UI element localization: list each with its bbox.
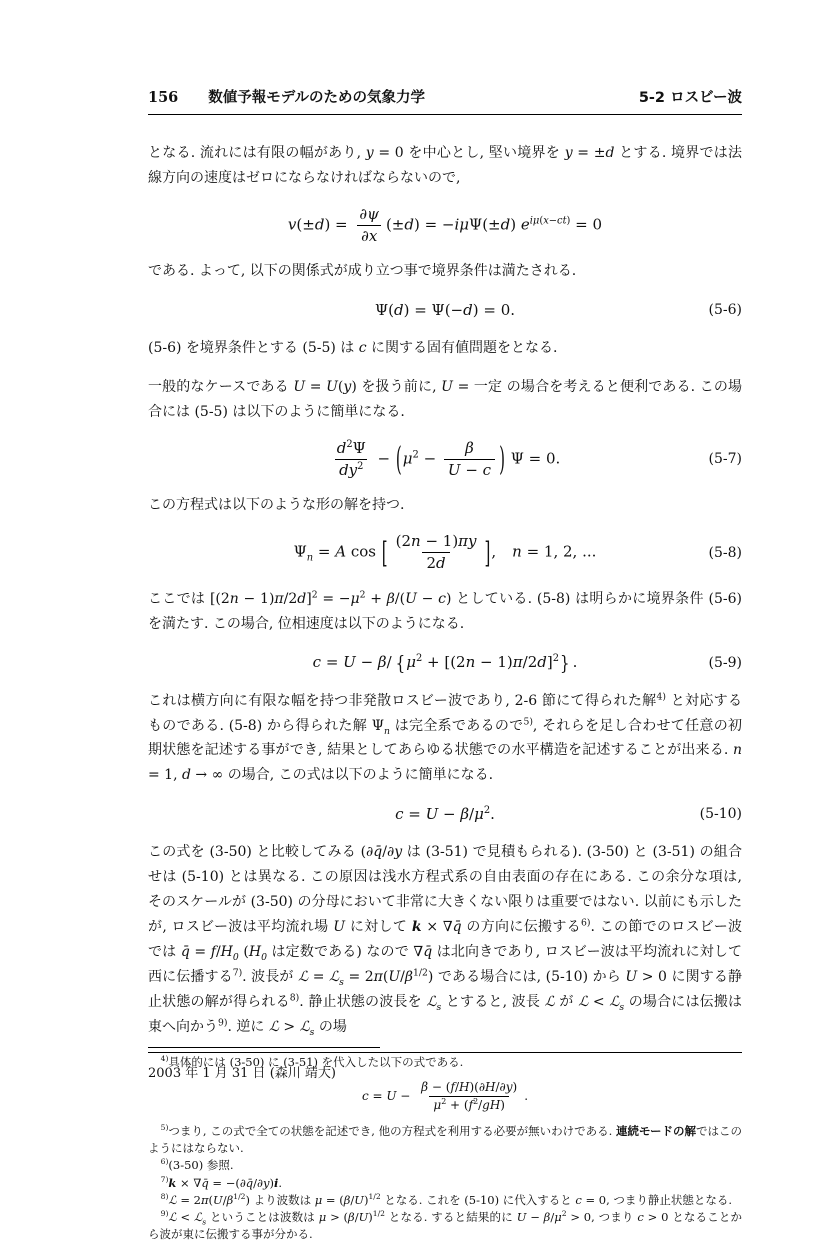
text-run: ) である場合には, (5-10) から — [427, 968, 626, 985]
text-run: である. よって, 以下の関係式が成り立つ事で境界条件は満たされる. — [148, 263, 577, 280]
text-run: = ± — [572, 145, 606, 161]
footnote-marker: 4) — [160, 1053, 169, 1063]
text-run: d — [297, 590, 307, 607]
text-run: ℒ — [168, 1210, 177, 1225]
text-run: (5-6) を境界条件とする (5-5) は — [148, 340, 359, 357]
footnote-marker: 6) — [580, 917, 591, 929]
text-run: = ( — [322, 1192, 344, 1207]
text-run: = − — [317, 590, 351, 607]
text-run: となる. これを (5-10) に代入すると — [380, 1192, 576, 1207]
text-run: s — [619, 1001, 625, 1013]
footnote — [148, 1175, 742, 1192]
text-run: c — [438, 590, 446, 607]
text-run: に対して — [345, 919, 412, 935]
text-run: の場合には伝搬は東へ向かう — [148, 993, 742, 1035]
display-equation — [148, 297, 742, 323]
text-run: U — [354, 1192, 364, 1207]
text-run: y — [365, 145, 374, 161]
text-run: と対応するものである. (5-8) から得られた解 Ψ — [148, 692, 742, 734]
text-run: → ∞ の場合, この式は以下のように簡単になる. — [190, 767, 494, 784]
text-run: . 静止状態の波長を — [299, 993, 427, 1010]
header-left — [148, 86, 425, 107]
text-run: > ( — [326, 1210, 349, 1225]
text-run: / — [382, 844, 387, 861]
equation-number: (5-9) — [708, 654, 742, 671]
text-run: = 0 を中心とし, 堅い境界を — [373, 145, 565, 161]
text-run: (3-50) 参照. — [168, 1158, 234, 1173]
text-run: μ — [554, 1210, 562, 1225]
text-run: ∂y — [257, 1175, 270, 1190]
text-run: が — [554, 993, 579, 1010]
footnote-marker: 8) — [289, 992, 300, 1004]
text-run: / — [400, 968, 405, 985]
footnote — [148, 1157, 742, 1174]
footnote-marker: 7) — [232, 967, 243, 979]
text-run: U — [358, 1210, 369, 1225]
text-run: c — [358, 340, 367, 357]
text-run: ℒ — [578, 993, 589, 1010]
equation-body: v(±d) = $\frac{\partial\psi}{\partial x}$ (±d) = −iμΨ(±d) $e^{i\mu(x-ct)} = 0$ — [287, 204, 603, 245]
text-run: ∂q̄ — [366, 844, 383, 861]
footnote-marker: 1/2 — [372, 1209, 385, 1219]
text-run: β — [348, 1210, 355, 1225]
footnote-marker: 7) — [160, 1174, 169, 1184]
text-run: / — [253, 1175, 258, 1190]
text-run: β — [343, 1192, 351, 1207]
footnote-marker: 1/2 — [412, 967, 428, 979]
paragraph — [148, 587, 742, 637]
big-delimiter: [ — [381, 535, 388, 570]
text-run: i — [273, 1175, 279, 1190]
text-run: = — [189, 943, 211, 960]
text-run: は北向きであり, ロスビー波は平均流れに対して西に伝播する — [148, 943, 743, 985]
text-run: . 逆に — [227, 1018, 269, 1035]
text-run: ) — [368, 1210, 373, 1225]
equation-number: (5-7) — [708, 451, 742, 468]
text-run: > 0, つまり — [566, 1210, 638, 1225]
text-run: ) より波数は — [245, 1192, 315, 1207]
text-run: q̄ — [180, 943, 190, 960]
text-run: f — [210, 943, 216, 960]
text-run: > — [278, 1018, 300, 1035]
text-run: 一般的なケースである — [148, 379, 294, 396]
text-run: U — [388, 968, 401, 985]
equation-body: c = U − β/ $\{\mu^2 + [(2n - 1)\pi/2d]^2\}$ . — [312, 651, 578, 675]
paragraph — [148, 141, 742, 191]
text-run: は (3-51) で見積もられる). (3-50) と (3-51) の組合せは (5-10) とは異なる. この原因は浅水方程式系の自由表面の存在にある. この余分な項は, そのスケールが (3-50) の分母において非常に大きくない限りは重要ではない. 以前にも示したが, ロスビー波は平均流れ場 — [148, 844, 742, 935]
text-run: ℒ — [329, 968, 340, 985]
text-run: ( — [382, 968, 389, 985]
text-run: s — [339, 976, 344, 988]
text-run: H — [220, 943, 233, 960]
text-run: / — [222, 1192, 227, 1207]
text-run: β — [386, 590, 395, 607]
footnote-marker: 5) — [523, 715, 533, 727]
text-run: k — [411, 919, 422, 935]
text-run: ( — [238, 943, 249, 960]
text-run: これは横方向に有限な幅を持つ非発散ロスビー波であり, 2-6 節にて得られた解 — [148, 692, 657, 709]
equation-number: (5-6) — [708, 302, 742, 319]
text-run: ℒ — [194, 1210, 203, 1225]
equation-body: $c = U - \beta/\mu^2$. — [395, 805, 495, 824]
text-run: n — [384, 725, 390, 737]
text-run: U — [326, 379, 338, 396]
text-run: × ∇ — [421, 919, 453, 935]
text-run: k — [168, 1175, 177, 1190]
text-run: / — [354, 1210, 359, 1225]
text-run: q̄ — [423, 943, 433, 960]
display-equation — [148, 801, 742, 827]
text-run: β — [404, 968, 413, 985]
book-title: 数値予報モデルのための気象力学 — [208, 90, 426, 106]
text-run: 連続モードの解 — [615, 1123, 696, 1138]
text-run: π — [274, 590, 284, 607]
text-run: π — [200, 1192, 209, 1207]
text-run: U — [405, 590, 417, 607]
text-run: / — [350, 1192, 355, 1207]
text-run: は定数である) なので ∇ — [266, 943, 424, 960]
text-run: /2 — [283, 590, 298, 607]
text-run: β — [543, 1210, 551, 1225]
text-run: は完全系であるので — [389, 717, 524, 734]
text-run: q̄ — [201, 1175, 209, 1190]
equation-body: c = U − $\frac{\beta - (f/H)(\partial H/\partial y)}{\mu^2 + (f^2/gH)}$ . — [361, 1079, 529, 1112]
display-equation — [148, 204, 742, 247]
text-run: , それらを足し合わせて任意の初期状態を記述する事ができ, 結果としてあらゆる状態での水平構造を記述することが出来る. — [148, 717, 743, 759]
text-run: = 2 — [343, 968, 374, 985]
text-run: U — [293, 379, 306, 396]
text-run: ℒ — [544, 993, 555, 1010]
text-run: y — [564, 145, 573, 161]
big-delimiter: { — [395, 651, 406, 675]
text-run: つまり, この式で全ての状態を記述でき, 他の方程式を利用する必要が無いわけである. — [168, 1123, 616, 1138]
big-delimiter: ) — [499, 439, 505, 479]
text-run: d — [182, 767, 191, 784]
text-run: とする. 境界では法線方向の速度はゼロにならなければならないので, — [148, 145, 742, 186]
footnote-marker: 1/2 — [233, 1191, 246, 1201]
page-number: 156 — [148, 89, 179, 106]
text-run: H — [248, 943, 262, 960]
text-run: c — [637, 1210, 644, 1225]
footnote-marker: 9) — [218, 1016, 228, 1028]
text-run: とすると, 波長 — [441, 993, 545, 1010]
text-run: ∂q̄ — [239, 1175, 254, 1190]
text-run: > 0 となることから波が東に伝搬する事が分かる. — [148, 1210, 743, 1242]
text-run: = 1, — [148, 767, 182, 784]
fraction: $\frac{\beta - (f/H)(\partial H/\partial y)}{\mu^2 + (f^2/gH)}$ — [421, 1079, 518, 1112]
text-run: μ — [350, 590, 360, 607]
paragraph — [148, 840, 742, 1039]
footnote-rule — [148, 1047, 380, 1048]
text-run: この式を (3-50) と比較してみる ( — [148, 844, 367, 861]
paragraph — [148, 259, 742, 284]
text-run: = — [305, 379, 327, 396]
text-run: = 一定 の場合を考えると便利である. この場合には (5-5) は以下のように簡単になる. — [148, 379, 743, 421]
text-run: となる. 流れには有限の幅があり, — [148, 145, 366, 161]
footnote — [148, 1192, 742, 1209]
text-run: μ — [314, 1192, 323, 1207]
equation-number: (5-8) — [708, 544, 742, 561]
text-run: ではこのようにはならない. — [148, 1123, 743, 1156]
text-run: U — [213, 1192, 223, 1207]
text-run: ℒ — [298, 968, 309, 985]
text-run: に関する固有値問題をとなる. — [366, 340, 558, 357]
footnote — [148, 1123, 742, 1158]
display-equation — [148, 438, 742, 481]
text-run: ) としている. (5-8) は明らかに境界条件 (5-6) を満たす. この場合, 位相速度は以下のようになる. — [148, 590, 742, 632]
text-run: となる. すると結果的に — [384, 1210, 517, 1225]
text-run: の場 — [314, 1018, 347, 1035]
text-run: s — [436, 1001, 442, 1013]
equation-number: (5-10) — [699, 806, 742, 823]
text-run: y — [343, 379, 352, 396]
text-run: ) を扱う前に, — [351, 379, 442, 396]
section-title: 5-2 ロスビー波 — [638, 90, 742, 106]
footnote-marker: 1/2 — [368, 1191, 381, 1201]
text-run: ] — [306, 590, 312, 607]
footnote-marker: 2 — [311, 589, 318, 601]
text-run: > 0 に関する静止状態の解が得られる — [148, 968, 742, 1010]
text-run: . — [278, 1175, 282, 1190]
text-run: + — [365, 590, 387, 607]
big-delimiter: ( — [395, 439, 402, 479]
text-run: ) — [363, 1192, 369, 1207]
display-equation — [148, 1079, 742, 1114]
footnote-marker: 9) — [160, 1209, 169, 1219]
text-run: = — [308, 968, 330, 985]
text-run: ℒ — [268, 1018, 279, 1035]
text-run: β — [226, 1192, 234, 1207]
footnote-marker: 5) — [160, 1122, 169, 1132]
footnote-marker: 6) — [160, 1157, 169, 1167]
text-run: × ∇ — [176, 1175, 202, 1190]
display-equation — [148, 650, 742, 676]
date-author: 2003 年 1 月 31 日 (森川 靖大) — [148, 1066, 336, 1081]
text-run: 具体的には (3-50) に (3-51) を代入した以下の式である. — [168, 1054, 464, 1069]
text-run: d — [605, 145, 615, 161]
text-run: . この節でのロスビー波では — [148, 919, 743, 960]
paragraph — [148, 336, 742, 361]
text-run: ℒ — [426, 993, 437, 1010]
text-run: /( — [394, 590, 406, 607]
paragraph — [148, 493, 742, 518]
text-run: < — [176, 1210, 194, 1225]
text-run: この方程式は以下のような形の解を持つ. — [148, 497, 405, 514]
footnote-marker: 2 — [359, 589, 366, 601]
text-run: − — [416, 590, 439, 607]
text-run: の方向に伝搬する — [461, 919, 581, 935]
text-run: s — [309, 1026, 315, 1038]
text-run: / — [215, 943, 221, 960]
footnote-marker: 2 — [561, 1209, 567, 1219]
paragraph — [148, 375, 742, 425]
text-run: ということは波数は — [206, 1210, 319, 1225]
text-run: ( — [337, 379, 344, 396]
footnote-marker: 8) — [160, 1191, 169, 1201]
text-run: n — [732, 742, 742, 759]
text-run: c — [575, 1192, 582, 1207]
text-run: − 1) — [238, 590, 275, 607]
text-run: n — [229, 590, 239, 607]
text-run: ) — [269, 1175, 274, 1190]
text-run: − — [526, 1210, 544, 1225]
display-equation — [148, 531, 742, 574]
text-run: ℒ — [168, 1192, 177, 1207]
text-run: 0 — [232, 951, 239, 963]
text-run: U — [625, 968, 638, 985]
text-run: ℒ — [609, 993, 620, 1010]
fraction: $\frac{\partial\psi}{\partial x}$ — [355, 204, 383, 247]
text-run: = −( — [208, 1175, 240, 1190]
text-run: ここでは [(2 — [148, 590, 230, 607]
text-run: = 2 — [176, 1192, 201, 1207]
text-run: μ — [318, 1210, 327, 1225]
big-delimiter: ] — [484, 535, 491, 570]
fraction: $\frac{\beta}{U - c}$ — [444, 438, 495, 481]
text-run: = 0, つまり静止状態となる. — [581, 1192, 733, 1207]
footnote-marker: 4) — [656, 691, 666, 702]
footnote — [148, 1209, 742, 1244]
text-run: U — [441, 379, 453, 396]
text-run: ℒ — [299, 1018, 310, 1035]
paragraph — [148, 689, 742, 789]
text-run: π — [373, 968, 383, 985]
page-header — [148, 86, 742, 115]
equation-body: Ψ(d) = Ψ(−d) = 0. — [374, 301, 516, 320]
fraction: $\frac{(2n - 1)\pi y}{2d}$ — [395, 532, 477, 573]
text-run: U — [333, 919, 346, 935]
text-run: . 波長が — [242, 968, 299, 985]
big-delimiter: } — [560, 651, 570, 675]
text-run: ∂y — [386, 844, 403, 861]
text-run: < — [588, 993, 610, 1010]
text-run: s — [202, 1217, 207, 1227]
page-footer — [148, 1052, 742, 1081]
text-run: U — [516, 1210, 527, 1225]
equation-body: $\Psi_n = A$ cos [ $\frac{(2n - 1)\pi y}{2d}$ ], n = 1, 2, ... — [293, 532, 597, 573]
fraction: $\frac{d^2\Psi}{dy^2}$ — [336, 438, 366, 479]
text-run: 0 — [261, 951, 267, 963]
text-run: q̄ — [452, 919, 462, 935]
text-run: ( — [208, 1192, 214, 1207]
equation-body: $\frac{d^2\Psi}{dy^2}$ − ($\mu^2$ − $\frac{\beta}{U - c}$ ) Ψ = 0. — [330, 438, 561, 481]
text-run: / — [550, 1210, 555, 1225]
